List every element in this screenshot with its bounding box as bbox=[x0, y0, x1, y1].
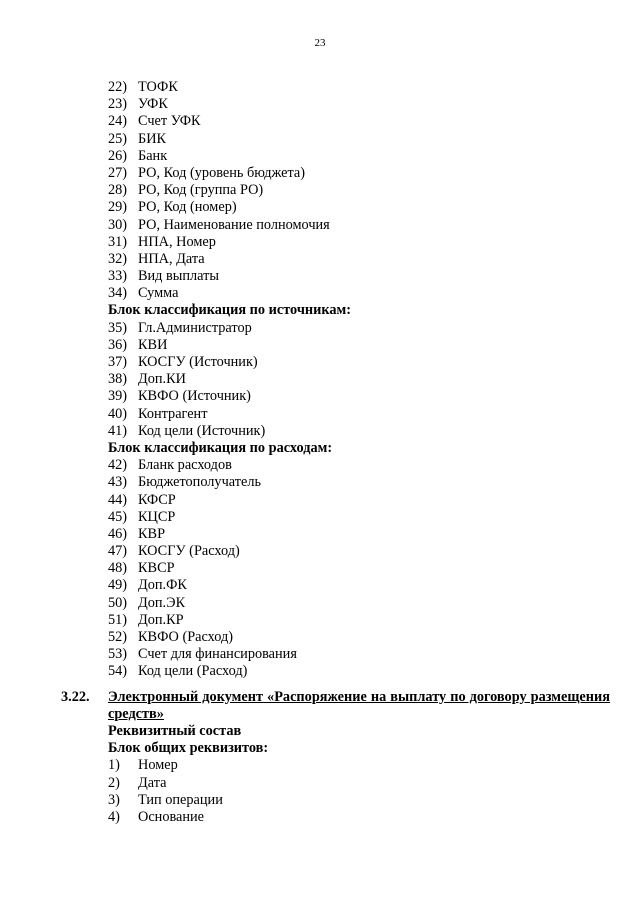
page-number: 23 bbox=[314, 37, 326, 49]
document-content bbox=[0, 79, 640, 826]
section-subtitle: Реквизитный состав bbox=[108, 722, 242, 739]
list-item-number: 43) bbox=[108, 474, 128, 491]
list-item-number: 52) bbox=[108, 629, 128, 645]
list-item-number: 53) bbox=[108, 646, 128, 663]
list-item bbox=[0, 595, 640, 612]
list-item bbox=[0, 268, 640, 285]
list-item-text: Счет УФК bbox=[138, 113, 201, 130]
list-item bbox=[0, 775, 640, 792]
list-item bbox=[0, 543, 640, 560]
list-item bbox=[0, 199, 640, 216]
list-item bbox=[0, 509, 640, 526]
list-item bbox=[0, 560, 640, 577]
list-item bbox=[0, 96, 640, 113]
list-item bbox=[0, 217, 640, 234]
list-item bbox=[0, 388, 640, 405]
section-block-title: Блок общих реквизитов: bbox=[108, 740, 269, 757]
list-item-number: 28) bbox=[108, 182, 128, 199]
list-item-number: 54) bbox=[108, 663, 128, 680]
list-item-number: 1) bbox=[108, 757, 120, 774]
list-item-text: Доп.КР bbox=[138, 611, 184, 628]
list-general-fields bbox=[0, 79, 640, 302]
list-item-number: 22) bbox=[108, 79, 128, 95]
list-item-text: КФСР bbox=[138, 491, 176, 508]
list-item-text: НПА, Номер bbox=[138, 233, 216, 250]
list-item-text: РО, Код (уровень бюджета) bbox=[138, 164, 306, 181]
list-item-text: Доп.ЭК bbox=[138, 594, 186, 611]
list-item-text: БИК bbox=[138, 130, 167, 147]
list-item-number: 49) bbox=[108, 577, 128, 594]
list-item-number: 27) bbox=[108, 164, 128, 181]
list-item bbox=[0, 165, 640, 182]
list-item-text: РО, Код (номер) bbox=[138, 199, 237, 216]
list-item-text: Контрагент bbox=[138, 405, 208, 422]
list-item-number: 46) bbox=[108, 525, 128, 542]
list-item bbox=[0, 792, 640, 809]
list-item-text: Дата bbox=[138, 774, 167, 791]
list-item-number: 41) bbox=[108, 422, 128, 439]
list-item-text: УФК bbox=[138, 96, 168, 113]
list-item bbox=[0, 251, 640, 268]
list-item-text: Код цели (Расход) bbox=[138, 663, 248, 680]
list-item-number: 50) bbox=[108, 594, 128, 611]
list-item-text: Гл.Администратор bbox=[138, 319, 252, 336]
list-item bbox=[0, 612, 640, 629]
list-item-number: 48) bbox=[108, 560, 128, 577]
list-item-number: 34) bbox=[108, 285, 128, 302]
list-item-text: ТОФК bbox=[138, 79, 178, 95]
list-item-text: КВР bbox=[138, 525, 166, 542]
list-item-text: Доп.ФК bbox=[138, 577, 187, 594]
list-source-fields bbox=[0, 320, 640, 440]
list-item-number: 40) bbox=[108, 405, 128, 422]
list-item-number: 44) bbox=[108, 491, 128, 508]
list-item-text: РО, Наименование полномочия bbox=[138, 216, 330, 233]
list-item-number: 42) bbox=[108, 457, 128, 474]
list-item-number: 36) bbox=[108, 336, 128, 353]
list-item bbox=[0, 646, 640, 663]
list-item-text: РО, Код (группа РО) bbox=[138, 182, 264, 199]
list-item-number: 26) bbox=[108, 147, 128, 164]
block-title-expenses: Блок классификация по расходам: bbox=[108, 439, 333, 456]
section-number: 3.22. bbox=[61, 688, 90, 705]
list-item bbox=[0, 131, 640, 148]
list-item bbox=[0, 809, 640, 826]
list-item-number: 47) bbox=[108, 543, 128, 560]
list-item-text: Основание bbox=[138, 808, 205, 825]
list-item bbox=[0, 354, 640, 371]
list-expense-fields bbox=[0, 457, 640, 680]
list-item-text: НПА, Дата bbox=[138, 250, 205, 267]
list-item-number: 24) bbox=[108, 113, 128, 130]
list-item bbox=[0, 182, 640, 199]
list-common-fields bbox=[0, 757, 640, 826]
list-item bbox=[0, 757, 640, 774]
list-item-number: 35) bbox=[108, 319, 128, 336]
list-item-text: КВФО (Расход) bbox=[138, 629, 234, 645]
list-item-number: 37) bbox=[108, 354, 128, 370]
list-item bbox=[0, 629, 640, 646]
list-item-text: КВФО (Источник) bbox=[138, 388, 251, 405]
list-item bbox=[0, 337, 640, 354]
list-item-text: КОСГУ (Источник) bbox=[138, 354, 258, 370]
list-item bbox=[0, 526, 640, 543]
list-item-number: 4) bbox=[108, 808, 120, 825]
list-item-number: 39) bbox=[108, 388, 128, 405]
list-item-number: 25) bbox=[108, 130, 128, 147]
list-item-text: Банк bbox=[138, 147, 168, 164]
list-item bbox=[0, 113, 640, 130]
list-item-number: 45) bbox=[108, 508, 128, 525]
list-item bbox=[0, 406, 640, 423]
list-item-text: КЦСР bbox=[138, 508, 176, 525]
list-item-number: 30) bbox=[108, 216, 128, 233]
list-item-number: 32) bbox=[108, 250, 128, 267]
list-item-text: Доп.КИ bbox=[138, 371, 186, 388]
list-item-number: 23) bbox=[108, 96, 128, 113]
list-item-text: Бюджетополучатель bbox=[138, 474, 261, 491]
list-item-number: 38) bbox=[108, 371, 128, 388]
list-item-text: КОСГУ (Расход) bbox=[138, 543, 240, 560]
list-item bbox=[0, 148, 640, 165]
list-item bbox=[0, 371, 640, 388]
list-item bbox=[0, 234, 640, 251]
list-item-number: 51) bbox=[108, 611, 128, 628]
section-3-22 bbox=[0, 689, 640, 827]
list-item-text: КВИ bbox=[138, 336, 168, 353]
list-item-number: 33) bbox=[108, 268, 128, 285]
list-item-text: Сумма bbox=[138, 285, 179, 302]
list-item-number: 31) bbox=[108, 233, 128, 250]
list-item bbox=[0, 423, 640, 440]
list-item bbox=[0, 320, 640, 337]
list-item bbox=[0, 457, 640, 474]
list-item-number: 29) bbox=[108, 199, 128, 216]
list-item bbox=[0, 663, 640, 680]
list-item-text: Код цели (Источник) bbox=[138, 422, 266, 439]
list-item-text: Бланк расходов bbox=[138, 457, 232, 474]
list-item-number: 2) bbox=[108, 774, 120, 791]
list-item bbox=[0, 577, 640, 594]
list-item bbox=[0, 474, 640, 491]
list-item-text: Тип операции bbox=[138, 791, 223, 808]
list-item-number: 3) bbox=[108, 791, 120, 808]
list-item-text: Номер bbox=[138, 757, 178, 774]
list-item bbox=[0, 492, 640, 509]
list-item-text: Счет для финансирования bbox=[138, 646, 297, 663]
list-item bbox=[0, 79, 640, 96]
list-item-text: КВСР bbox=[138, 560, 175, 577]
block-title-sources: Блок классификация по источникам: bbox=[108, 302, 352, 319]
section-title: Электронный документ «Распоряжение на выплату по договору размещения средств» bbox=[108, 688, 610, 722]
list-item bbox=[0, 285, 640, 302]
list-item-text: Вид выплаты bbox=[138, 268, 220, 285]
